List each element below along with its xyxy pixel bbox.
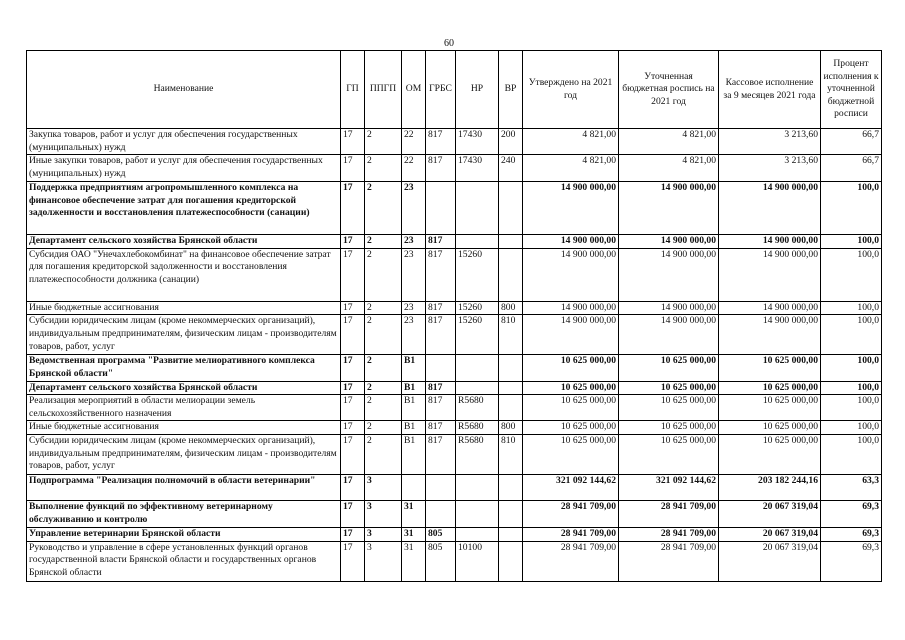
cell-percent: 100,0 bbox=[821, 301, 882, 315]
cell-name: Иные закупки товаров, работ и услуг для обеспечения государственных (муниципальных) нужд bbox=[27, 155, 341, 182]
cell-nr bbox=[456, 527, 499, 541]
cell-approved: 28 941 709,00 bbox=[523, 541, 619, 581]
cell-ppgp: 2 bbox=[365, 315, 402, 355]
cell-grbs bbox=[426, 182, 456, 235]
cell-refined: 10 625 000,00 bbox=[619, 355, 719, 381]
cell-ppgp: 2 bbox=[365, 235, 402, 249]
column-header-om: ОМ bbox=[402, 51, 426, 129]
cell-refined: 14 900 000,00 bbox=[619, 235, 719, 249]
cell-gp: 17 bbox=[341, 421, 365, 435]
cell-om: 23 bbox=[402, 235, 426, 249]
cell-nr bbox=[456, 500, 499, 527]
cell-om: В1 bbox=[402, 434, 426, 474]
cell-ppgp: 2 bbox=[365, 395, 402, 421]
cell-gp: 17 bbox=[341, 301, 365, 315]
cell-refined: 14 900 000,00 bbox=[619, 248, 719, 301]
cell-nr: 17430 bbox=[456, 155, 499, 182]
cell-cash: 20 067 319,04 bbox=[719, 500, 821, 527]
cell-percent: 100,0 bbox=[821, 182, 882, 235]
cell-refined: 4 821,00 bbox=[619, 155, 719, 182]
cell-cash: 10 625 000,00 bbox=[719, 381, 821, 395]
column-header-approved: Утверждено на 2021 год bbox=[523, 51, 619, 129]
cell-cash: 3 213,60 bbox=[719, 129, 821, 155]
cell-cash: 3 213,60 bbox=[719, 155, 821, 182]
table-row bbox=[27, 500, 882, 527]
cell-vr: 800 bbox=[499, 421, 523, 435]
cell-cash: 10 625 000,00 bbox=[719, 434, 821, 474]
cell-refined: 4 821,00 bbox=[619, 129, 719, 155]
cell-name: Департамент сельского хозяйства Брянской области bbox=[27, 381, 341, 395]
cell-om: 31 bbox=[402, 527, 426, 541]
cell-approved: 10 625 000,00 bbox=[523, 421, 619, 435]
column-header-name: Наименование bbox=[27, 51, 341, 129]
cell-percent: 100,0 bbox=[821, 381, 882, 395]
cell-refined: 10 625 000,00 bbox=[619, 381, 719, 395]
cell-gp: 17 bbox=[341, 182, 365, 235]
cell-ppgp: 2 bbox=[365, 301, 402, 315]
cell-vr: 800 bbox=[499, 301, 523, 315]
cell-name: Закупка товаров, работ и услуг для обеспечения государственных (муниципальных) нужд bbox=[27, 129, 341, 155]
cell-ppgp: 2 bbox=[365, 129, 402, 155]
cell-approved: 28 941 709,00 bbox=[523, 527, 619, 541]
cell-cash: 10 625 000,00 bbox=[719, 421, 821, 435]
cell-percent: 69,3 bbox=[821, 541, 882, 581]
cell-name: Субсидии юридическим лицам (кроме некоммерческих организаций), индивидуальным предпринимателям, физическим лицам - производителям товаров, работ, услуг bbox=[27, 315, 341, 355]
cell-om: 22 bbox=[402, 129, 426, 155]
cell-cash: 14 900 000,00 bbox=[719, 315, 821, 355]
cell-vr bbox=[499, 235, 523, 249]
column-header-grbs: ГРБС bbox=[426, 51, 456, 129]
cell-vr: 240 bbox=[499, 155, 523, 182]
cell-grbs: 805 bbox=[426, 541, 456, 581]
cell-grbs: 817 bbox=[426, 421, 456, 435]
cell-grbs: 805 bbox=[426, 527, 456, 541]
cell-nr: 15260 bbox=[456, 301, 499, 315]
table-body bbox=[27, 129, 882, 582]
cell-percent: 69,3 bbox=[821, 527, 882, 541]
cell-approved: 14 900 000,00 bbox=[523, 248, 619, 301]
cell-om: 23 bbox=[402, 315, 426, 355]
cell-gp: 17 bbox=[341, 355, 365, 381]
cell-gp: 17 bbox=[341, 474, 365, 500]
cell-gp: 17 bbox=[341, 129, 365, 155]
cell-om bbox=[402, 474, 426, 500]
cell-ppgp: 2 bbox=[365, 182, 402, 235]
cell-gp: 17 bbox=[341, 315, 365, 355]
cell-nr bbox=[456, 235, 499, 249]
cell-cash: 14 900 000,00 bbox=[719, 235, 821, 249]
cell-grbs: 817 bbox=[426, 235, 456, 249]
cell-vr bbox=[499, 355, 523, 381]
table-row bbox=[27, 395, 882, 421]
table-row bbox=[27, 381, 882, 395]
cell-vr bbox=[499, 182, 523, 235]
cell-gp: 17 bbox=[341, 381, 365, 395]
cell-refined: 10 625 000,00 bbox=[619, 395, 719, 421]
cell-vr bbox=[499, 381, 523, 395]
cell-percent: 100,0 bbox=[821, 248, 882, 301]
cell-percent: 100,0 bbox=[821, 421, 882, 435]
cell-om: 31 bbox=[402, 500, 426, 527]
column-header-vr: ВР bbox=[499, 51, 523, 129]
cell-gp: 17 bbox=[341, 541, 365, 581]
table-row bbox=[27, 155, 882, 182]
cell-refined: 14 900 000,00 bbox=[619, 315, 719, 355]
cell-om: 31 bbox=[402, 541, 426, 581]
cell-om: В1 bbox=[402, 395, 426, 421]
cell-nr bbox=[456, 474, 499, 500]
cell-om: 23 bbox=[402, 301, 426, 315]
table-row bbox=[27, 235, 882, 249]
cell-grbs: 817 bbox=[426, 248, 456, 301]
cell-gp: 17 bbox=[341, 527, 365, 541]
cell-nr bbox=[456, 381, 499, 395]
cell-ppgp: 2 bbox=[365, 381, 402, 395]
cell-name: Поддержка предприятиям агропромышленного комплекса на финансовое обеспечение затрат для погашения кредиторской задолженности и восстановления платежеспособности (санации) bbox=[27, 182, 341, 235]
cell-percent: 63,3 bbox=[821, 474, 882, 500]
cell-grbs: 817 bbox=[426, 434, 456, 474]
cell-om: В1 bbox=[402, 381, 426, 395]
column-header-nr: НР bbox=[456, 51, 499, 129]
cell-grbs bbox=[426, 500, 456, 527]
cell-nr: 10100 bbox=[456, 541, 499, 581]
cell-ppgp: 2 bbox=[365, 155, 402, 182]
cell-nr: R5680 bbox=[456, 395, 499, 421]
cell-ppgp: 3 bbox=[365, 474, 402, 500]
table-row bbox=[27, 248, 882, 301]
cell-nr bbox=[456, 182, 499, 235]
cell-grbs: 817 bbox=[426, 315, 456, 355]
table-row bbox=[27, 182, 882, 235]
table-row bbox=[27, 301, 882, 315]
cell-om: В1 bbox=[402, 421, 426, 435]
cell-approved: 14 900 000,00 bbox=[523, 235, 619, 249]
cell-nr: R5680 bbox=[456, 421, 499, 435]
cell-cash: 14 900 000,00 bbox=[719, 248, 821, 301]
cell-approved: 10 625 000,00 bbox=[523, 395, 619, 421]
cell-grbs: 817 bbox=[426, 381, 456, 395]
cell-approved: 14 900 000,00 bbox=[523, 301, 619, 315]
cell-approved: 10 625 000,00 bbox=[523, 355, 619, 381]
cell-grbs: 817 bbox=[426, 155, 456, 182]
cell-refined: 28 941 709,00 bbox=[619, 500, 719, 527]
page-number: 60 bbox=[444, 38, 454, 49]
cell-percent: 69,3 bbox=[821, 500, 882, 527]
table-row bbox=[27, 355, 882, 381]
cell-nr: 15260 bbox=[456, 315, 499, 355]
cell-name: Департамент сельского хозяйства Брянской области bbox=[27, 235, 341, 249]
table-row bbox=[27, 315, 882, 355]
cell-name: Ведомственная программа "Развитие мелиоративного комплекса Брянской области" bbox=[27, 355, 341, 381]
table-header-row bbox=[27, 51, 882, 129]
cell-percent: 100,0 bbox=[821, 235, 882, 249]
cell-vr: 810 bbox=[499, 315, 523, 355]
table-row bbox=[27, 434, 882, 474]
cell-approved: 10 625 000,00 bbox=[523, 434, 619, 474]
cell-vr: 810 bbox=[499, 434, 523, 474]
cell-ppgp: 3 bbox=[365, 527, 402, 541]
table-row bbox=[27, 421, 882, 435]
cell-vr bbox=[499, 395, 523, 421]
cell-name: Субсидии юридическим лицам (кроме некоммерческих организаций), индивидуальным предпринимателям, физическим лицам - производителям товаров, работ, услуг bbox=[27, 434, 341, 474]
cell-grbs: 817 bbox=[426, 129, 456, 155]
cell-gp: 17 bbox=[341, 395, 365, 421]
cell-percent: 100,0 bbox=[821, 434, 882, 474]
cell-name: Подпрограмма "Реализация полномочий в области ветеринарии" bbox=[27, 474, 341, 500]
cell-vr bbox=[499, 248, 523, 301]
cell-cash: 10 625 000,00 bbox=[719, 355, 821, 381]
cell-percent: 100,0 bbox=[821, 395, 882, 421]
cell-ppgp: 2 bbox=[365, 434, 402, 474]
cell-cash: 20 067 319,04 bbox=[719, 541, 821, 581]
cell-name: Реализация мероприятий в области мелиорации земель сельскохозяйственного назначения bbox=[27, 395, 341, 421]
cell-name: Иные бюджетные ассигнования bbox=[27, 421, 341, 435]
cell-approved: 14 900 000,00 bbox=[523, 182, 619, 235]
cell-nr: 15260 bbox=[456, 248, 499, 301]
cell-approved: 28 941 709,00 bbox=[523, 500, 619, 527]
cell-gp: 17 bbox=[341, 248, 365, 301]
cell-refined: 10 625 000,00 bbox=[619, 434, 719, 474]
cell-om: 23 bbox=[402, 182, 426, 235]
cell-refined: 28 941 709,00 bbox=[619, 527, 719, 541]
cell-cash: 14 900 000,00 bbox=[719, 182, 821, 235]
cell-om: 23 bbox=[402, 248, 426, 301]
cell-vr bbox=[499, 500, 523, 527]
cell-percent: 66,7 bbox=[821, 129, 882, 155]
cell-name: Управление ветеринарии Брянской области bbox=[27, 527, 341, 541]
table-row bbox=[27, 474, 882, 500]
cell-cash: 20 067 319,04 bbox=[719, 527, 821, 541]
cell-approved: 321 092 144,62 bbox=[523, 474, 619, 500]
cell-gp: 17 bbox=[341, 155, 365, 182]
cell-grbs bbox=[426, 355, 456, 381]
cell-gp: 17 bbox=[341, 500, 365, 527]
cell-cash: 14 900 000,00 bbox=[719, 301, 821, 315]
cell-gp: 17 bbox=[341, 434, 365, 474]
cell-approved: 14 900 000,00 bbox=[523, 315, 619, 355]
cell-percent: 66,7 bbox=[821, 155, 882, 182]
cell-grbs: 817 bbox=[426, 301, 456, 315]
cell-om: 22 bbox=[402, 155, 426, 182]
cell-refined: 14 900 000,00 bbox=[619, 301, 719, 315]
cell-ppgp: 2 bbox=[365, 421, 402, 435]
cell-grbs bbox=[426, 474, 456, 500]
cell-cash: 203 182 244,16 bbox=[719, 474, 821, 500]
cell-refined: 10 625 000,00 bbox=[619, 421, 719, 435]
cell-refined: 321 092 144,62 bbox=[619, 474, 719, 500]
cell-om: В1 bbox=[402, 355, 426, 381]
cell-percent: 100,0 bbox=[821, 355, 882, 381]
cell-vr bbox=[499, 541, 523, 581]
cell-approved: 4 821,00 bbox=[523, 129, 619, 155]
cell-name: Выполнение функций по эффективному ветеринарному обслуживанию и контролю bbox=[27, 500, 341, 527]
cell-ppgp: 2 bbox=[365, 248, 402, 301]
column-header-ppgp: ППГП bbox=[365, 51, 402, 129]
column-header-refined: Уточненная бюджетная роспись на 2021 год bbox=[619, 51, 719, 129]
cell-nr bbox=[456, 355, 499, 381]
table-row bbox=[27, 541, 882, 581]
cell-gp: 17 bbox=[341, 235, 365, 249]
cell-vr bbox=[499, 474, 523, 500]
cell-ppgp: 3 bbox=[365, 500, 402, 527]
table-row bbox=[27, 129, 882, 155]
cell-ppgp: 2 bbox=[365, 355, 402, 381]
cell-vr: 200 bbox=[499, 129, 523, 155]
column-header-cash: Кассовое исполнение за 9 месяцев 2021 года bbox=[719, 51, 821, 129]
cell-name: Субсидия ОАО "Унечахлебокомбинат" на финансовое обеспечение затрат для погашения кредиторской задолженности и восстановления платежеспособности должника (санации) bbox=[27, 248, 341, 301]
cell-nr: R5680 bbox=[456, 434, 499, 474]
column-header-gp: ГП bbox=[341, 51, 365, 129]
cell-approved: 4 821,00 bbox=[523, 155, 619, 182]
cell-nr: 17430 bbox=[456, 129, 499, 155]
cell-vr bbox=[499, 527, 523, 541]
cell-cash: 10 625 000,00 bbox=[719, 395, 821, 421]
cell-percent: 100,0 bbox=[821, 315, 882, 355]
cell-grbs: 817 bbox=[426, 395, 456, 421]
table-row bbox=[27, 527, 882, 541]
cell-refined: 14 900 000,00 bbox=[619, 182, 719, 235]
cell-refined: 28 941 709,00 bbox=[619, 541, 719, 581]
cell-ppgp: 3 bbox=[365, 541, 402, 581]
budget-execution-table bbox=[26, 50, 882, 582]
cell-name: Иные бюджетные ассигнования bbox=[27, 301, 341, 315]
cell-name: Руководство и управление в сфере установленных функций органов государственной власти Брянской области и государственных органов Брянской области bbox=[27, 541, 341, 581]
column-header-percent: Процент исполнения к уточненной бюджетной росписи bbox=[821, 51, 882, 129]
cell-approved: 10 625 000,00 bbox=[523, 381, 619, 395]
